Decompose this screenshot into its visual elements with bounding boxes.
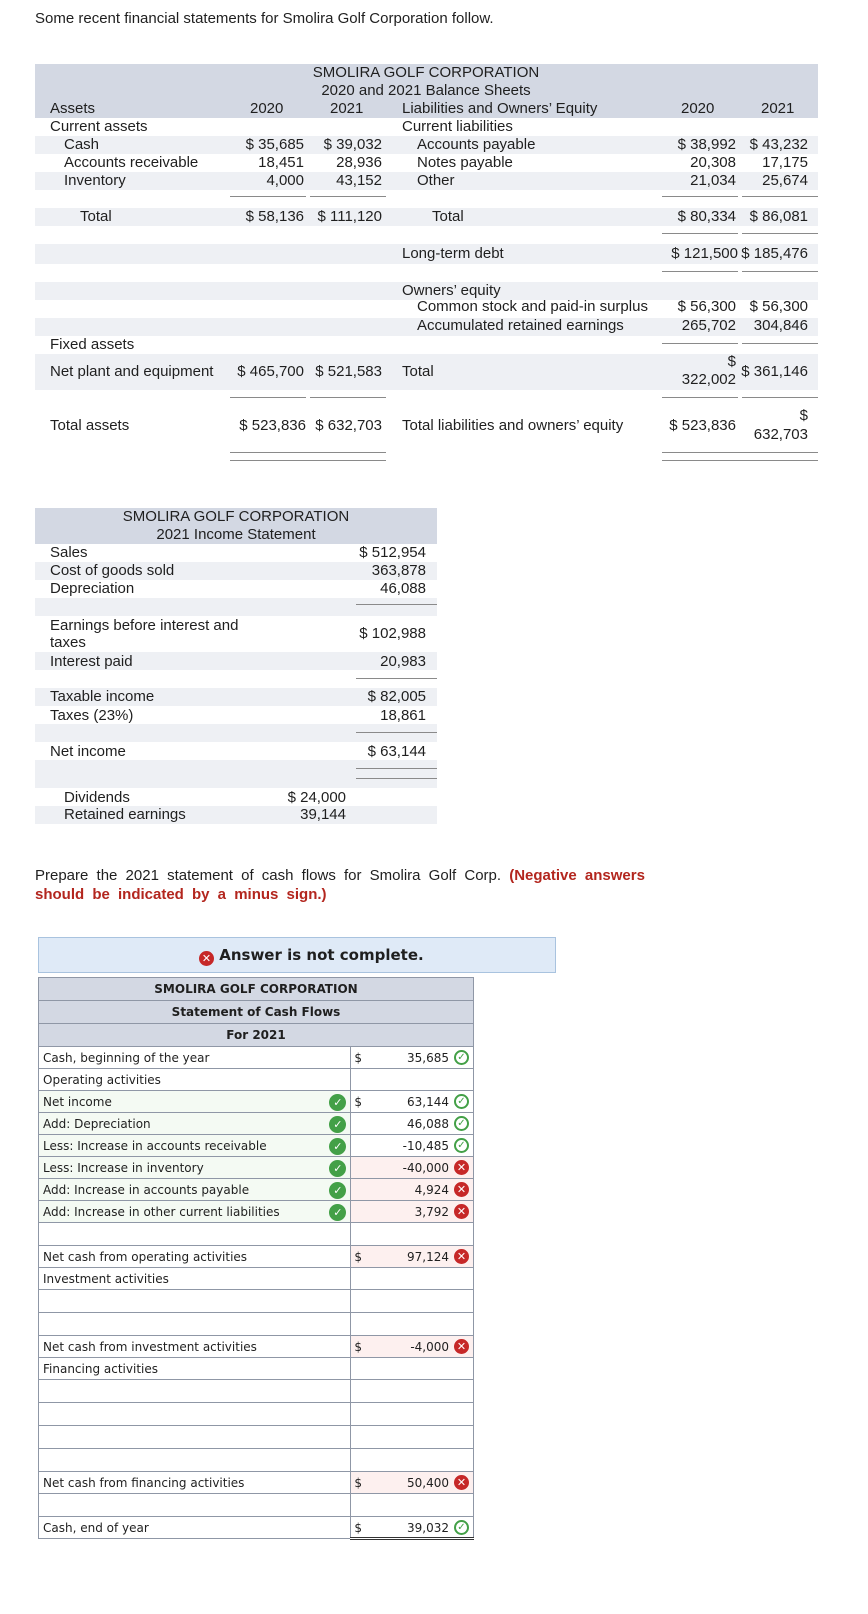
check-icon: ✓ — [454, 1520, 469, 1535]
np-2020: 20,308 — [690, 154, 736, 171]
table-row — [39, 1047, 474, 1069]
depreciation-row-label[interactable]: Add: Depreciation ✓ — [39, 1113, 351, 1135]
check-icon: ✓ — [454, 1116, 469, 1131]
dividends-label: Dividends — [64, 789, 130, 806]
cl-total-label: Total — [432, 208, 464, 225]
x-circle-icon: ✕ — [454, 1204, 469, 1219]
ap-2020: $ 38,992 — [677, 136, 736, 153]
table-row — [39, 1069, 474, 1091]
re-2021: 304,846 — [753, 317, 808, 334]
empty-value-input[interactable] — [351, 1290, 474, 1313]
ta-label: Total assets — [50, 417, 130, 434]
cf-title: SMOLIRA GOLF CORPORATION — [39, 978, 474, 1001]
table-row — [39, 1290, 474, 1313]
empty-label-input[interactable] — [39, 1223, 351, 1246]
table-row — [39, 1157, 474, 1179]
check-icon: ✓ — [329, 1094, 346, 1111]
ltd-2021: $ 185,476 — [741, 245, 808, 262]
cs-2021: $ 56,300 — [749, 298, 808, 315]
cogs-label: Cost of goods sold — [50, 562, 175, 579]
table-row — [39, 1179, 474, 1201]
year-2021-right: 2021 — [761, 100, 795, 117]
cash-2020: $ 35,685 — [245, 136, 304, 153]
table-row — [39, 1268, 474, 1290]
ncfi-input[interactable]: $ -4,000 ✕ — [351, 1336, 474, 1358]
oe-total-2020: 322,002 — [681, 371, 736, 388]
re-2020: 265,702 — [681, 317, 736, 334]
other-2020: 21,034 — [690, 172, 736, 189]
taxes-value: 18,861 — [380, 707, 426, 724]
sales-value: $ 512,954 — [359, 544, 426, 561]
cash-end-label: Cash, end of year — [39, 1517, 351, 1539]
ar-input[interactable]: -10,485 ✓ — [351, 1135, 474, 1157]
empty-label-input[interactable] — [39, 1494, 351, 1517]
answer-status-text: Answer is not complete. — [219, 946, 424, 964]
taxable-income-value: $ 82,005 — [367, 688, 426, 705]
intro-text: Some recent financial statements for Smolira Golf Corporation follow. — [35, 10, 494, 27]
interest-label: Interest paid — [50, 653, 133, 670]
ar-2020: 18,451 — [258, 154, 304, 171]
inventory-label: Inventory — [64, 172, 126, 189]
inventory-input[interactable]: -40,000 ✕ — [351, 1157, 474, 1179]
table-row — [39, 1135, 474, 1157]
bs-subtitle: 2020 and 2021 Balance Sheets — [321, 82, 531, 99]
table-row — [39, 1426, 474, 1449]
investment-heading: Investment activities — [39, 1268, 351, 1290]
ncfi-label: Net cash from investment activities — [39, 1336, 351, 1358]
ar-2021: 28,936 — [336, 154, 382, 171]
ca-total-label: Total — [80, 208, 112, 225]
empty-value-input[interactable] — [351, 1313, 474, 1336]
retained-label: Retained earnings — [64, 806, 186, 823]
is-subtitle: 2021 Income Statement — [156, 526, 316, 543]
ca-total-2020: $ 58,136 — [245, 208, 304, 225]
tloe-2021: 632,703 — [753, 426, 808, 443]
oe-total-label: Total — [402, 363, 434, 380]
empty-label-input[interactable] — [39, 1449, 351, 1472]
tloe-2020: $ 523,836 — [669, 417, 736, 434]
empty-label-input[interactable] — [39, 1380, 351, 1403]
fixed-assets-label: Fixed assets — [50, 336, 135, 353]
table-row — [39, 1113, 474, 1135]
x-circle-icon: ✕ — [454, 1160, 469, 1175]
year-2020-left: 2020 — [250, 100, 284, 117]
cash-flow-table — [38, 977, 474, 1540]
dep-value: 46,088 — [380, 580, 426, 597]
dep-label: Depreciation — [50, 580, 135, 597]
cash-2021: $ 39,032 — [323, 136, 382, 153]
empty-label-input[interactable] — [39, 1403, 351, 1426]
x-circle-icon: ✕ — [454, 1475, 469, 1490]
taxes-label: Taxes (23%) — [50, 707, 134, 724]
ta-2020: $ 523,836 — [239, 417, 306, 434]
table-row — [39, 1517, 474, 1539]
financing-heading: Financing activities — [39, 1358, 351, 1380]
empty-cell — [351, 1069, 474, 1091]
ncfo-label: Net cash from operating activities — [39, 1246, 351, 1268]
npe-label: Net plant and equipment — [50, 363, 214, 380]
empty-value-input[interactable] — [351, 1403, 474, 1426]
answer-status-banner — [38, 937, 556, 973]
npe-2021: $ 521,583 — [315, 363, 382, 380]
table-row — [39, 1091, 474, 1113]
net-income-row-label[interactable]: Net income ✓ — [39, 1091, 351, 1113]
inventory-row-label[interactable]: Less: Increase in inventory ✓ — [39, 1157, 351, 1179]
ar-row-label[interactable]: Less: Increase in accounts receivable ✓ — [39, 1135, 351, 1157]
empty-label-input[interactable] — [39, 1313, 351, 1336]
empty-value-input[interactable] — [351, 1380, 474, 1403]
check-icon: ✓ — [329, 1116, 346, 1133]
is-title: SMOLIRA GOLF CORPORATION — [122, 508, 350, 525]
oe-total-2020-sign: $ — [727, 353, 736, 370]
ap-input[interactable]: 4,924 ✕ — [351, 1179, 474, 1201]
cf-period: For 2021 — [39, 1024, 474, 1047]
cl-total-2021: $ 86,081 — [749, 208, 808, 225]
table-row — [39, 1472, 474, 1494]
empty-value-input[interactable] — [351, 1223, 474, 1246]
current-liab-label: Current liabilities — [402, 118, 513, 135]
ca-total-2021: $ 111,120 — [317, 208, 382, 225]
ocl-row-label[interactable]: Add: Increase in other current liabilities ✓ — [39, 1201, 351, 1223]
table-row — [39, 1449, 474, 1472]
instructions-text: Prepare the 2021 statement of cash flows for Smolira Golf Corp. — [35, 867, 510, 884]
cl-total-2020: $ 80,334 — [677, 208, 736, 225]
ltd-2020: $ 121,500 — [671, 245, 738, 262]
current-assets-label: Current assets — [50, 118, 148, 135]
table-row — [39, 1336, 474, 1358]
x-circle-icon: ✕ — [199, 951, 214, 966]
ncff-label: Net cash from financing activities — [39, 1472, 351, 1494]
assets-heading: Assets — [50, 100, 96, 117]
check-icon: ✓ — [454, 1094, 469, 1109]
cs-2020: $ 56,300 — [677, 298, 736, 315]
cf-subtitle: Statement of Cash Flows — [39, 1001, 474, 1024]
net-income-input[interactable]: $ 63,144 ✓ — [351, 1091, 474, 1113]
other-label: Other — [417, 172, 455, 189]
retained-value: 39,144 — [300, 806, 346, 823]
re-label: Accumulated retained earnings — [417, 317, 624, 334]
ebit-value: $ 102,988 — [359, 625, 426, 642]
ncfo-input[interactable]: $ 97,124 ✕ — [351, 1246, 474, 1268]
empty-value-input[interactable] — [351, 1426, 474, 1449]
other-2021: 25,674 — [762, 172, 808, 189]
tloe-label: Total liabilities and owners’ equity — [402, 417, 624, 434]
cash-begin-label: Cash, beginning of the year — [39, 1047, 351, 1069]
check-icon: ✓ — [329, 1160, 346, 1177]
table-row — [39, 1380, 474, 1403]
np-label: Notes payable — [417, 154, 513, 171]
inventory-2021: 43,152 — [336, 172, 382, 189]
empty-cell — [351, 1268, 474, 1290]
table-row — [39, 1313, 474, 1336]
x-circle-icon: ✕ — [454, 1249, 469, 1264]
taxable-income-label: Taxable income — [50, 688, 155, 705]
instructions — [35, 866, 660, 904]
empty-cell — [351, 1358, 474, 1380]
table-row — [39, 1358, 474, 1380]
dividends-value: $ 24,000 — [287, 789, 346, 806]
table-row — [39, 1494, 474, 1517]
check-icon: ✓ — [454, 1050, 469, 1065]
table-row — [39, 1223, 474, 1246]
check-icon: ✓ — [454, 1138, 469, 1153]
instructions-emphasis: (Negative answers should be indicated by a minus sign.) — [35, 867, 645, 903]
ebit-label-2: taxes — [50, 634, 86, 651]
ltd-label: Long-term debt — [402, 245, 504, 262]
x-circle-icon: ✕ — [454, 1339, 469, 1354]
table-row — [39, 1201, 474, 1223]
year-2021-left: 2021 — [330, 100, 364, 117]
cash-end-input[interactable]: $ 39,032 ✓ — [351, 1517, 474, 1539]
cs-label: Common stock and paid-in surplus — [417, 298, 648, 315]
cash-begin-input[interactable]: $ 35,685 ✓ — [351, 1047, 474, 1069]
ap-label: Accounts payable — [417, 136, 536, 153]
check-icon: ✓ — [329, 1138, 346, 1155]
net-income-label: Net income — [50, 743, 126, 760]
ocl-input[interactable]: 3,792 ✕ — [351, 1201, 474, 1223]
cash-label: Cash — [64, 136, 100, 153]
np-2021: 17,175 — [762, 154, 808, 171]
check-icon: ✓ — [329, 1204, 346, 1221]
liabilities-heading: Liabilities and Owners’ Equity — [402, 100, 598, 117]
sales-label: Sales — [50, 544, 88, 561]
table-row — [39, 1246, 474, 1268]
cogs-value: 363,878 — [371, 562, 426, 579]
table-row — [39, 1403, 474, 1426]
inventory-2020: 4,000 — [266, 172, 304, 189]
ap-row-label[interactable]: Add: Increase in accounts payable ✓ — [39, 1179, 351, 1201]
ar-label: Accounts receivable — [64, 154, 199, 171]
year-2020-right: 2020 — [681, 100, 715, 117]
empty-label-input[interactable] — [39, 1426, 351, 1449]
oe-label: Owners’ equity — [402, 282, 501, 299]
empty-label-input[interactable] — [39, 1290, 351, 1313]
empty-value-input[interactable] — [351, 1449, 474, 1472]
ebit-label-1: Earnings before interest and — [50, 617, 239, 634]
depreciation-input[interactable]: 46,088 ✓ — [351, 1113, 474, 1135]
check-icon: ✓ — [329, 1182, 346, 1199]
net-income-value: $ 63,144 — [367, 743, 426, 760]
ap-2021: $ 43,232 — [749, 136, 808, 153]
oe-total-2021: $ 361,146 — [741, 363, 808, 380]
bs-title: SMOLIRA GOLF CORPORATION — [312, 64, 540, 81]
ncff-input[interactable]: $ 50,400 ✕ — [351, 1472, 474, 1494]
operating-heading: Operating activities — [39, 1069, 351, 1091]
empty-value-input[interactable] — [351, 1494, 474, 1517]
ta-2021: $ 632,703 — [315, 417, 382, 434]
x-circle-icon: ✕ — [454, 1182, 469, 1197]
npe-2020: $ 465,700 — [237, 363, 304, 380]
interest-value: 20,983 — [380, 653, 426, 670]
tloe-2021-sign: $ — [799, 407, 808, 424]
